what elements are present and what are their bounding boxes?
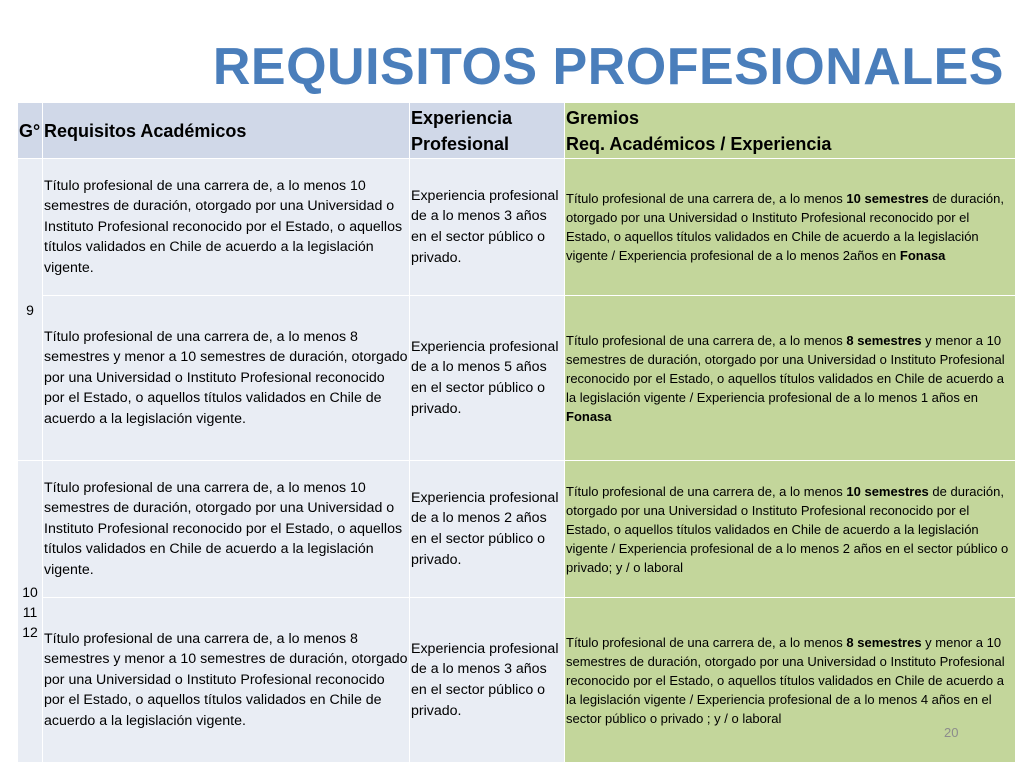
- guilds-text: y menor a 10 semestres de duración, otorgado por una Universidad o Instituto Profesional reconocido por el Estado, o aquellos títulos validados en Chile de acuerdo a la legislación vigente / Experiencia profesional de a lo menos 4 años en el sector público o privado ; y / o laboral: [566, 634, 1005, 726]
- guilds-text: y menor a 10 semestres de duración, otorgado por una Universidad o Instituto Profesional reconocido por el Estado, o aquellos títulos validados en Chile de acuerdo a la legislación vigente / Experiencia profesional de a lo menos 1 años en: [566, 332, 1005, 405]
- guilds-semesters-bold: 10 semestres: [846, 191, 929, 206]
- header-academic-requirements: Requisitos Académicos: [43, 103, 410, 159]
- guilds-cell: [565, 461, 1016, 598]
- guilds-text: Título profesional de una carrera de, a lo menos: [566, 483, 847, 499]
- guilds-text: Título profesional de una carrera de, a lo menos: [566, 332, 847, 348]
- guilds-institution-bold: Fonasa: [566, 408, 612, 424]
- experience-cell: Experiencia profesional de a lo menos 3 años en el sector público o privado.: [410, 598, 565, 763]
- grade-11: 11: [22, 603, 38, 620]
- table-header-row: [18, 103, 1016, 159]
- experience-cell: Experiencia profesional de a lo menos 2 años en el sector público o privado.: [410, 461, 565, 598]
- experience-cell: Experiencia profesional de a lo menos 3 años en el sector público o privado.: [410, 159, 565, 296]
- experience-cell: Experiencia profesional de a lo menos 5 años en el sector público o privado.: [410, 296, 565, 461]
- guilds-semesters-bold: 8 semestres: [846, 332, 922, 348]
- table-row: [18, 296, 1016, 461]
- header-guilds-line2: Req. Académicos / Experiencia: [566, 133, 832, 154]
- header-guilds: [565, 103, 1016, 159]
- guilds-semesters-bold: 8 semestres: [846, 634, 922, 650]
- grade-cell-10-12: [18, 461, 43, 763]
- academic-cell: Título profesional de una carrera de, a lo menos 10 semestres de duración, otorgado por una Universidad o Instituto Profesional reconocido por el Estado, o aquellos títulos validados en Chile de acuerdo a la legislación vigente.: [43, 159, 410, 296]
- guilds-institution-bold: Fonasa: [899, 248, 946, 263]
- guilds-cell: [565, 159, 1016, 296]
- academic-cell: Título profesional de una carrera de, a lo menos 10 semestres de duración, otorgado por una Universidad o Instituto Profesional reconocido por el Estado, o aquellos títulos validados en Chile de acuerdo a la legislación vigente.: [43, 461, 410, 598]
- header-professional-experience: [410, 103, 565, 159]
- requirements-table: [17, 102, 1016, 763]
- grade-cell-9: 9: [18, 159, 43, 461]
- table-row: [18, 159, 1016, 296]
- academic-cell: Título profesional de una carrera de, a lo menos 8 semestres y menor a 10 semestres de duración, otorgado por una Universidad o Instituto Profesional reconocido por el Estado, o aquellos títulos validados en Chile de acuerdo a la legislación vigente.: [43, 598, 410, 763]
- header-grade: G°: [18, 103, 43, 159]
- guilds-text: de duración, otorgado por una Universidad o Instituto Profesional reconocido por el Estado, o aquellos títulos validados en Chile de acuerdo a la legislación vigente / Experiencia profesional de a lo menos 2años en: [566, 191, 1004, 263]
- slide-title: REQUISITOS PROFESIONALES: [212, 38, 1004, 96]
- guilds-semesters-bold: 10 semestres: [846, 483, 929, 499]
- guilds-text: Título profesional de una carrera de, a lo menos: [566, 634, 847, 650]
- guilds-cell: [565, 296, 1016, 461]
- table-row: [18, 461, 1016, 598]
- slide-page-number: 20: [944, 725, 959, 740]
- guilds-text: Título profesional de una carrera de, a lo menos: [566, 191, 847, 206]
- grade-10: 10: [22, 583, 38, 600]
- table-row: [18, 598, 1016, 763]
- header-guilds-line1: Gremios: [566, 107, 640, 128]
- header-experience-line1: Experiencia: [411, 107, 513, 128]
- header-experience-line2: Profesional: [411, 133, 510, 154]
- guilds-text: de duración, otorgado por una Universidad o Instituto Profesional reconocido por el Estado, o aquellos títulos validados en Chile de acuerdo a la legislación vigente / Experiencia profesional de a lo menos 2 años en el sector público o privado; y / o laboral: [566, 483, 1009, 575]
- academic-cell: Título profesional de una carrera de, a lo menos 8 semestres y menor a 10 semestres de duración, otorgado por una Universidad o Instituto Profesional reconocido por el Estado, o aquellos títulos validados en Chile de acuerdo a la legislación vigente.: [43, 296, 410, 461]
- grade-12: 12: [22, 623, 38, 640]
